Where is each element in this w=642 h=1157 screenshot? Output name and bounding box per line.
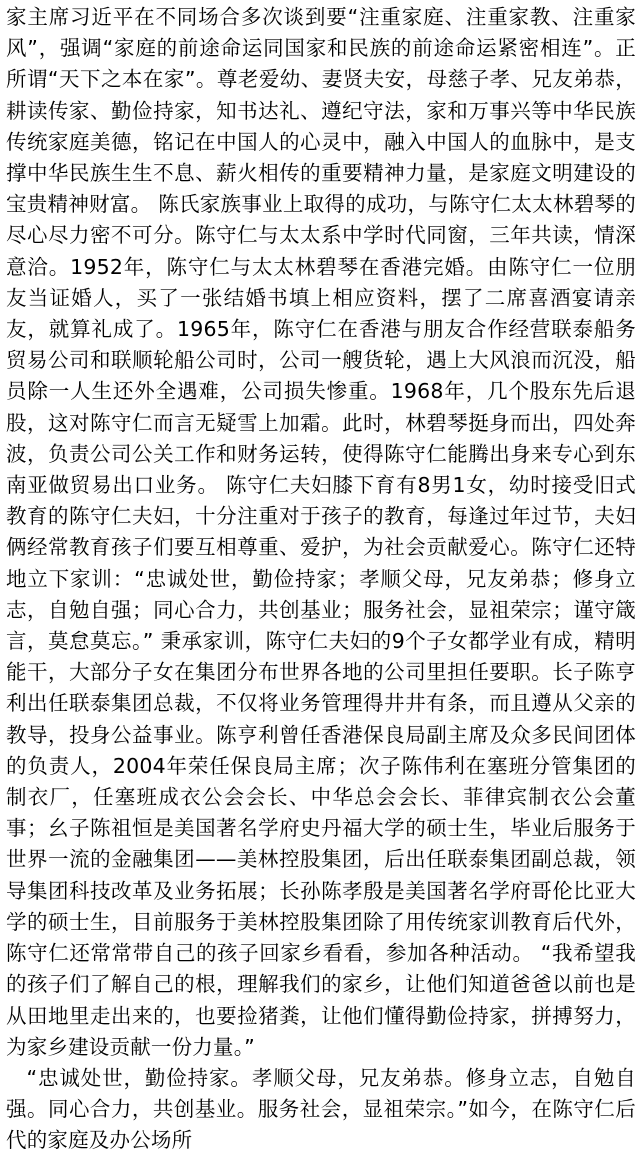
body-paragraph-main: 家主席习近平在不同场合多次谈到要“注重家庭、注重家教、注重家风”，强调“家庭的前途命运同国家和民族的前途命运紧密相连”。正所谓“天下之本在家”。尊老爱幼、妻贤夫安，母慈子孝、兄友弟恭，耕读传家、勤俭持家，知书达礼、遵纪守法，家和万事兴等中华民族传统家庭美德，铭记在中国人的心灵中，融入中国人的血脉中，是支撑中华民族生生不息、薪火相传的重要精神力量，是家庭文明建设的宝贵精神财富。 陈氏家族事业上取得的成功，与陈守仁太太林碧琴的尽心尽力密不可分。陈守仁与太太系中学时代同窗，三年共读，情深意洽。1952年，陈守仁与太太林碧琴在香港完婚。由陈守仁一位朋友当证婚人，买了一张结婚书填上相应资料，摆了二席喜酒宴请亲友，就算礼成了。1965年，陈守仁在香港与朋友合作经营联泰船务贸易公司和联顺轮船公司时，公司一艘货轮，遇上大风浪而沉没，船员除一人生还外全遇难，公司损失惨重。1968年，几个股东先后退股，这对陈守仁而言无疑雪上加霜。此时，林碧琴挺身而出，四处奔波，负责公司公关工作和财务运转，使得陈守仁能腾出身来专心到东南亚做贸易出口业务。 陈守仁夫妇膝下育有8男1女，幼时接受旧式教育的陈守仁夫妇，十分注重对于孩子的教育，每逢过年过节，夫妇俩经常教育孩子们要互相尊重、爱护，为社会贡献爱心。陈守仁还特地立下家训：“忠诚处世，勤俭持家；孝顺父母，兄友弟恭；修身立志，自勉自强；同心合力，共创基业；服务社会，显祖荣宗；谨守箴言，莫怠莫忘。” 秉承家训，陈守仁夫妇的9个子女都学业有成，精明能干，大部分子女在集团分布世界各地的公司里担任要职。长子陈亨利出任联泰集团总裁，不仅将业务管理得井井有条，而且遵从父亲的教导，投身公益事业。陈亨利曾任香港保良局副主席及众多民间团体的负责人，2004年荣任保良局主席；次子陈伟利在塞班分管集团的制衣厂，任塞班成衣公会会长、中华总会会长、菲律宾制衣公会董事；幺子陈祖恒是美国著名学府史丹福大学的硕士生，毕业后服务于世界一流的金融集团——美林控股集团，后出任联泰集团副总裁，领导集团科技改革及业务拓展；长孙陈孝殷是美国著名学府哥伦比亚大学的硕士生，目前服务于美林控股集团除了用传统家训教育后代外，陈守仁还常常带自己的孩子回家乡看看，参加各种活动。 “我希望我的孩子们了解自己的根，理解我们的家乡，让他们知道爸爸以前也是从田地里走出来的，也要捡猪粪，让他们懂得勤俭持家，拼搏努力，为家乡建设贡献一份力量。” xyxy=(6,5,636,1059)
body-paragraph-family-motto: “忠诚处世，勤俭持家。孝顺父母，兄友弟恭。修身立志，自勉自强。同心合力，共创基业。服务社会，显祖荣宗。”如今，在陈守仁后代的家庭及办公场所 xyxy=(6,1065,636,1153)
